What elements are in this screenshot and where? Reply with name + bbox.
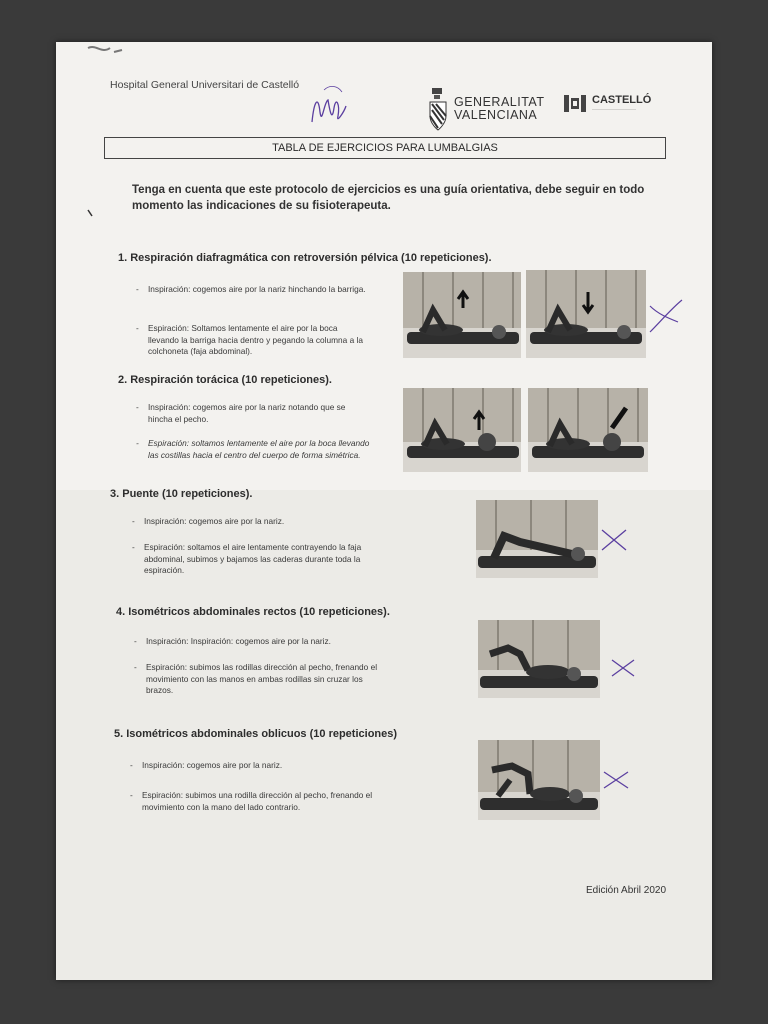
exercise-5-inspiration-text: Inspiración: cogemos aire por la nariz. [142,760,283,770]
exercise-1-photo-inhale [403,272,521,358]
page-title: TABLA DE EJERCICIOS PARA LUMBALGIAS [104,137,666,159]
exercise-3-inspiration-text: Inspiración: cogemos aire por la nariz. [144,516,285,526]
generalitat-shield-icon [428,86,448,132]
exercise-5-title: 5. Isométricos abdominales oblicuos (10 repeticiones) [114,728,398,740]
exercise-3-photo-bridge [476,500,598,578]
castello-logo-subline: ——————————— [592,106,636,111]
exercise-1-inspiration: - Inspiración: cogemos aire por la nariz hinchando la barriga. [136,284,366,294]
exercise-1-expiration-text: Espiración: Soltamos lentamente el aire por la boca llevando la barriga hacia dentro y pegando la columna a la colchoneta (faja abdominal). [148,323,363,356]
exercise-2-photo-exhale [528,388,648,472]
exercise-2-inspiration-text: Inspiración: cogemos aire por la nariz notando que se hincha el pecho. [148,402,346,424]
exercise-4-inspiration: - Inspiración: Inspiración: cogemos aire por la nariz. [134,636,331,646]
exercise-1-title: 1. Respiración diafragmática con retroversión pélvica (10 repeticiones). [118,252,492,264]
generalitat-logo [428,86,544,132]
intro-paragraph: Tenga en cuenta que este protocolo de ejercicios es una guía orientativa, debe seguir en todo momento las indicaciones de su fisioterapeuta. [132,184,645,212]
exercise-3-expiration-text: Espiración: soltamos el aire lentamente contrayendo la faja abdominal, subimos y bajamos las caderas durante toda la espiración. [144,542,362,575]
exercise-3-title: 3. Puente (10 repeticiones). [110,488,253,500]
exercise-4-expiration-text: Espiración: subimos las rodillas dirección al pecho, frenando el movimiento con las manos en ambas rodillas sin cruzar los brazos. [146,662,378,695]
exercise-1-expiration: - Espiración: Soltamos lentamente el aire por la boca llevando la barriga hacia dentro y pegando la columna a la colchoneta (faja abdominal). [136,323,363,356]
exercise-2-photo-inhale [403,388,521,472]
generalitat-line-2: VALENCIANA [454,108,538,122]
generalitat-line-1: GENERALITAT [454,95,545,109]
castello-logo [562,92,651,114]
exercise-4-expiration: - Espiración: subimos las rodillas dirección al pecho, frenando el movimiento con las manos en ambas rodillas sin cruzar los brazos. [134,662,378,695]
exercise-2-inspiration: - Inspiración: cogemos aire por la nariz notando que se hincha el pecho. [136,402,346,424]
pen-cross-mark [646,296,686,336]
exercise-4-photo-knees [478,620,600,698]
handwritten-signature [306,82,350,130]
exercise-1-inspiration-text: Inspiración: cogemos aire por la nariz hinchando la barriga. [148,284,366,294]
exercise-5-expiration-text: Espiración: subimos una rodilla dirección al pecho, frenando el movimiento con la mano del lado contrario. [142,790,373,812]
exercise-2-expiration: - Espiración: soltamos lentamente el aire por la boca llevando las costillas hacia el centro del cuerpo de forma simétrica. [136,438,370,460]
exercise-2-expiration-text: Espiración: soltamos lentamente el aire por la boca llevando las costillas hacia el centro del cuerpo de forma simétrica. [148,438,370,460]
exercise-1-photo-exhale [526,270,646,358]
exercise-5-inspiration: - Inspiración: cogemos aire por la nariz. [130,760,283,770]
exercise-5-expiration: - Espiración: subimos una rodilla dirección al pecho, frenando el movimiento con la mano del lado contrario. [130,790,373,812]
pen-cross-mark [600,768,632,792]
scan-speck [86,208,96,218]
exercise-2-title: 2. Respiración torácica (10 repeticiones). [118,374,332,386]
pen-cross-mark [608,656,638,680]
castello-mark-icon [562,92,588,114]
exercise-3-expiration: - Espiración: soltamos el aire lentamente contrayendo la faja abdominal, subimos y bajamos las caderas durante toda la espiración. [132,542,362,575]
exercise-4-title: 4. Isométricos abdominales rectos (10 repeticiones). [116,606,390,618]
castello-logo-text: CASTELLÓ [592,94,652,106]
document-page [56,42,712,980]
hospital-name: Hospital General Universitari de Castelló [110,79,300,91]
exercise-3-inspiration: - Inspiración: cogemos aire por la nariz. [132,516,285,526]
exercise-5-photo-oblique [478,740,600,820]
scan-smudge [86,42,126,62]
pen-cross-mark [598,526,630,554]
exercise-4-inspiration-text: Inspiración: Inspiración: cogemos aire por la nariz. [146,636,331,646]
edition-note: Edición Abril 2020 [586,885,667,896]
